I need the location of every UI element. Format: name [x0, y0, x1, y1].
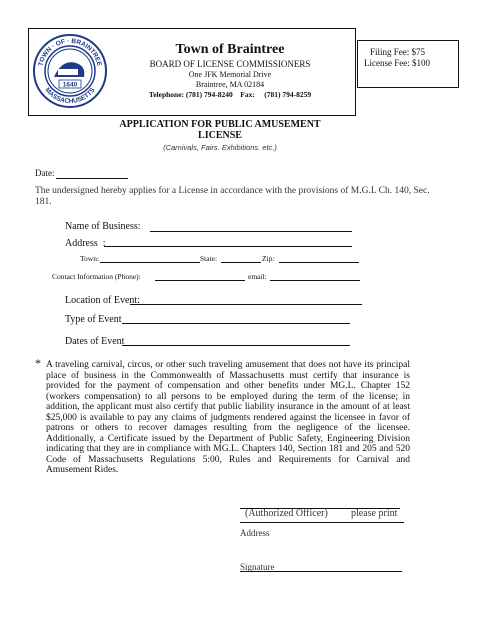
date-field[interactable] [56, 178, 128, 179]
intro-text: The undersigned hereby applies for a License in accordance with the provisions of M.G.L Ch. 140, Sec. 181. [35, 186, 430, 207]
form-subtitle: (Carnivals, Fairs. Exhibitions. etc.) [163, 143, 277, 152]
address-label: Address : [65, 238, 106, 249]
please-print-label: please print [351, 508, 398, 519]
date-label: Date: [35, 168, 55, 178]
email-field[interactable] [270, 280, 360, 281]
event-dates-label: Dates of Event [65, 336, 125, 347]
town-seal-icon [32, 33, 108, 109]
notice-text: A traveling carnival, circus, or other such traveling amusement that does not have its principal place of business in the Commonwealth of Massachusetts must certify that insurance is provided for the payment of compensation and other benefits under MG.L. Chapter 152 (workers compensation) to all persons to be employed during the term of the license; in addition, the applicant must also certify that public liability insurance in the amount of at least $25,000 is available to pay any claims of judgments rendered against the licensee in favor of patrons or others to recover damages resulting from the negligence of the licensee. Additionally, a Certificate issued by the Department of Public Safety, Engineering Division indicating that they are in compliance with MG.L. Chapters 140, Section 181 and 205 and 520 Code of Massachusetts Regulations 5:00, Rules and Requirements for Carnival and Amusement Rides. [46, 360, 410, 475]
notice-asterisk: * [35, 356, 41, 370]
form-title-line1: APPLICATION FOR PUBLIC AMUSEMENT [119, 119, 321, 130]
svg-text:TOWN · OF · BRAINTREE: TOWN · OF · BRAINTREE [37, 37, 103, 67]
business-name-field[interactable] [150, 231, 352, 232]
street-address: One JFK Memorial Drive [188, 70, 272, 79]
phone-fax: Telephone: (781) 794-8240 Fax: (781) 794-8259 [148, 90, 312, 99]
signature-label: Signature [240, 562, 275, 572]
svg-text:1640: 1640 [62, 81, 78, 89]
city-address: Braintree, MA 02184 [195, 80, 265, 89]
address-field[interactable] [104, 246, 352, 247]
zip-label: Zip: [262, 254, 275, 263]
filing-fee: Filing Fee: $75 [370, 47, 426, 57]
license-fee: License Fee: $100 [364, 58, 430, 68]
location-field[interactable] [130, 304, 362, 305]
town-field[interactable] [100, 262, 200, 263]
contact-field[interactable] [155, 280, 245, 281]
event-dates-field[interactable] [122, 345, 350, 346]
zip-field[interactable] [279, 262, 359, 263]
location-label: Location of Event: [65, 295, 140, 306]
event-type-label: Type of Event [65, 314, 122, 325]
signature-field[interactable] [240, 571, 402, 572]
authorized-officer-label: (Authorized Officer) [245, 508, 328, 519]
form-title-line2: LICENSE [198, 130, 242, 141]
address-signature-label: Address [240, 528, 270, 538]
event-type-field[interactable] [122, 323, 350, 324]
town-name: Town of Braintree [175, 42, 285, 57]
state-label: State: [200, 254, 218, 263]
svg-text:MASSACHUSETTS: MASSACHUSETTS [43, 86, 97, 106]
email-label: email: [248, 272, 267, 281]
state-field[interactable] [221, 262, 261, 263]
business-name-label: Name of Business: [65, 221, 141, 232]
town-label: Town: [80, 254, 100, 263]
contact-label: Contact Information (Phone): [52, 272, 141, 281]
officer-name-field[interactable] [240, 522, 404, 523]
board-name: BOARD OF LICENSE COMMISSIONERS [149, 59, 311, 69]
